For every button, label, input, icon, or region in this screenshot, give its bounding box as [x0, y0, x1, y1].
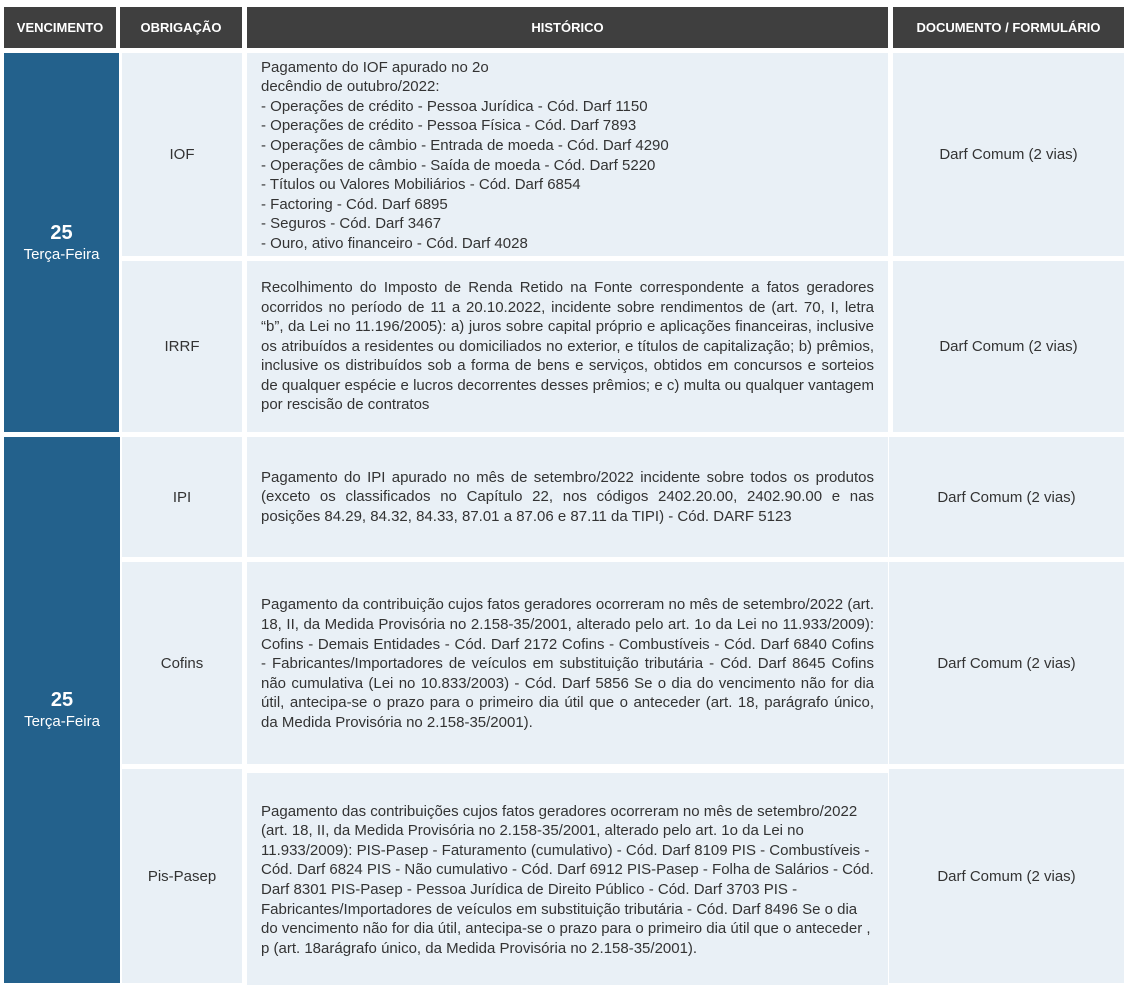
obrigacao-label: IRRF — [164, 338, 200, 355]
historico-text: Recolhimento do Imposto de Renda Retido na Fonte correspondente a fatos geradores ocorridos no período de 11 a 20.10.2022, incidente sobre rendimentos de (art. 70, I, letra “b”, da Lei no 11.196/2005): a) juros sobre capital próprio e aplicações financeiras, inclusive os atribuídos a residentes ou domiciliados no exterior, e títulos de capitalização; b) prêmios, inclusive os distribuídos sob a forma de bens e serviços, obtidos em concursos e sorteios de qualquer espécie e lucros decorrentes desses prêmios; e c) multa ou qualquer vantagem por rescisão de contratos — [261, 278, 874, 414]
header-historico: HISTÓRICO — [247, 7, 888, 48]
documento-cell-irrf — [893, 261, 1124, 432]
header-documento: DOCUMENTO / FORMULÁRIO — [893, 7, 1124, 48]
header-obrigacao: OBRIGAÇÃO — [120, 7, 242, 48]
historico-text: Pagamento do IOF apurado no 2o decêndio de outubro/2022: - Operações de crédito - Pessoa Jurídica - Cód. Darf 1150 - Operações de crédito - Pessoa Física - Cód. Darf 7893 - Operações de câmbio - Entrada de moeda - Cód. Darf 4290 - Operações de câmbio - Saída de moeda - Cód. Darf 5220 - Títulos ou Valores Mobiliários - Cód. Darf 6854 - Factoring - Cód. Darf 6895 - Seguros - Cód. Darf 3467 - Ouro, ativo financeiro - Cód. Darf 4028 — [261, 58, 669, 252]
obrigacao-cell-iof — [122, 53, 242, 256]
documento-label: Darf Comum (2 vias) — [939, 338, 1078, 355]
vencimento-day: 25 — [50, 221, 73, 244]
historico-text: Pagamento das contribuições cujos fatos geradores ocorreram no mês de setembro/2022 (art. 18, II, da Medida Provisória no 2.158-35/2001, alterado pelo art. 1o da Lei no 11.933/2009): PIS-Pasep - Faturamento (cumulativo) - Cód. Darf 8109 PIS - Combustíveis - Cód. Darf 6824 PIS - Não cumulativo - Cód. Darf 6912 PIS-Pasep - Folha de Salários - Cód. Darf 8301 PIS-Pasep - Pessoa Jurídica de Direito Público - Cód. Darf 3703 PIS - Fabricantes/Importadores de veículos em substituição tributária - Cód. Darf 8496 Se o dia do vencimento não for dia útil, antecipa-se o prazo para o primeiro dia útil que o anteceder , p (art. 18arágrafo único, da Medida Provisória no 2.158-35/2001). — [261, 802, 874, 957]
vencimento-cell-1 — [4, 53, 119, 432]
documento-cell-iof — [893, 53, 1124, 256]
vencimento-day: 25 — [50, 689, 74, 711]
historico-cell-cofins — [247, 562, 888, 764]
header-vencimento: VENCIMENTO — [4, 7, 116, 48]
historico-cell-irrf — [247, 261, 888, 432]
obrigacao-label: Cofins — [160, 654, 204, 672]
vencimento-cell-2 — [4, 437, 120, 983]
documento-label: Darf Comum (2 vias) — [939, 146, 1078, 163]
historico-cell-pis-pasep — [247, 773, 888, 985]
historico-cell-ipi — [247, 437, 888, 557]
documento-label: Darf Comum (2 vias) — [937, 867, 1076, 885]
historico-text: Pagamento da contribuição cujos fatos geradores ocorreram no mês de setembro/2022 (art. 18, II, da Medida Provisória no 2.158-35/2001, alterado pelo art. 1o da Lei no 11.933/2009): Cofins - Demais Entidades - Cód. Darf 2172 Cofins - Combustíveis - Cód. Darf 6840 Cofins - Fabricantes/Importadores de veículos em substituição tributária - Cód. Darf 8645 Cofins não cumulativa (Lei no 10.833/2003) - Cód. Darf 5856 Se o dia do vencimento não for dia útil, antecipa-se o prazo para o primeiro dia útil que o anteceder (art. 18, parágrafo único, da Medida Provisória no 2.158-35/2001). — [261, 596, 874, 731]
documento-cell-cofins — [889, 562, 1124, 764]
obrigacao-label: IPI — [172, 488, 192, 506]
documento-label: Darf Comum (2 vias) — [937, 488, 1076, 506]
documento-label: Darf Comum (2 vias) — [937, 654, 1076, 672]
obrigacao-cell-cofins — [122, 562, 242, 764]
documento-cell-pis-pasep — [889, 769, 1124, 983]
obrigacao-cell-irrf — [122, 261, 242, 432]
historico-cell-iof — [247, 53, 888, 256]
obrigacao-cell-pis-pasep — [122, 769, 242, 983]
obrigacao-label: Pis-Pasep — [147, 867, 217, 885]
obrigacao-cell-ipi — [122, 437, 242, 557]
historico-text: Pagamento do IPI apurado no mês de setembro/2022 incidente sobre todos os produtos (exceto os classificados no Capítulo 22, nos códigos 2402.20.00, 2402.90.00 e nas posições 84.29, 84.32, 84.33, 87.01 a 87.06 e 87.11 da TIPI) - Cód. DARF 5123 — [261, 468, 874, 525]
vencimento-weekday: Terça-Feira — [24, 713, 100, 730]
obrigacao-label: IOF — [169, 146, 195, 163]
vencimento-weekday: Terça-Feira — [23, 245, 100, 263]
documento-cell-ipi — [889, 437, 1124, 557]
